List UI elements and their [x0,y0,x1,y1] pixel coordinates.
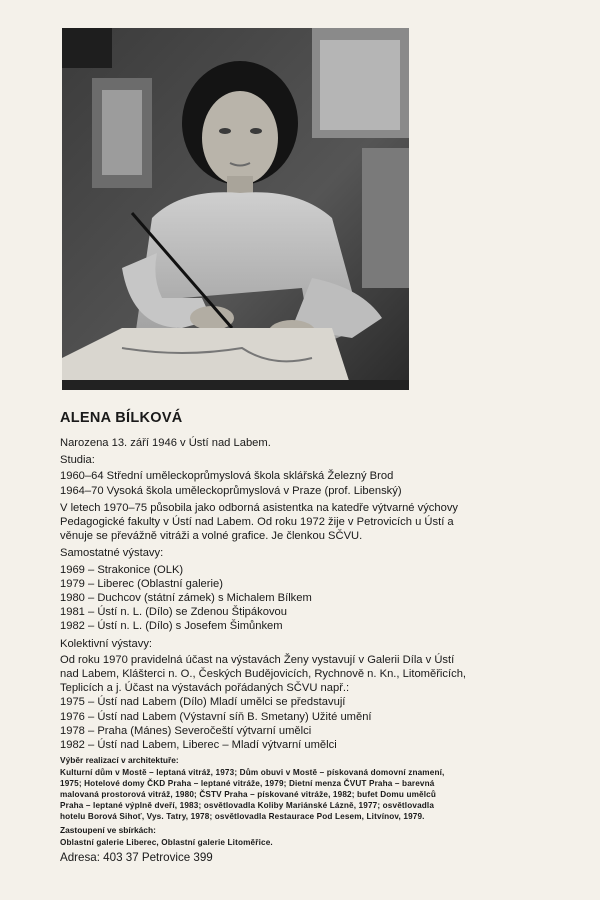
solo-exhibitions-label: Samostatné výstavy: [60,547,164,560]
solo-exhibitions-list [60,563,560,634]
group-intro-line: nad Labem, Klášterci n. O., Českých Budějovicích, Rychnově n. Kn., Litoměřicích, [60,668,467,681]
architecture-list [60,767,560,822]
architecture-line: 1975; Hotelové domy ČKD Praha – leptané vitráže, 1979; Dietní menza ČVUT Praha – barevná [60,779,435,789]
solo-exhibition-item: 1981 – Ústí n. L. (Dílo) se Zdenou Štipákovou [60,606,287,619]
studies-list [60,469,560,497]
artist-bio [60,410,560,865]
group-exhibition-item: 1982 – Ústí nad Labem, Liberec – Mladí výtvarní umělci [60,739,337,752]
studies-item: 1964–70 Vysoká škola uměleckoprůmyslová v Praze (prof. Libenský) [60,484,402,497]
solo-exhibition-item: 1982 – Ústí n. L. (Dílo) s Josefem Šimůnkem [60,620,283,633]
architecture-line: Praha – leptané výplně dveří, 1983; osvětlovadla Koliby Mariánské Lázně, 1977; osvětlovadla [60,801,435,811]
architecture-line: malovaná prostorová vitráž, 1980; ČSTV Praha – pískované vitráže, 1982; bufet Domu umělců [60,790,437,800]
group-exhibition-item: 1978 – Praha (Mánes) Severočeští výtvarní umělci [60,724,312,737]
collections-label: Zastoupení ve sbírkách: [60,825,156,836]
group-exhibition-item: 1975 – Ústí nad Labem (Dílo) Mladí umělci se představují [60,696,346,709]
studies-item: 1960–64 Střední uměleckoprůmyslová škola sklářská Železný Brod [60,470,394,483]
architecture-label: Výběr realizací v architektuře: [60,755,179,766]
bio-line: věnuje se převážně vitráži a volné grafice. Je členkou SČVU. [60,530,363,543]
solo-exhibition-item: 1979 – Liberec (Oblastní galerie) [60,577,223,590]
portrait-illustration [62,28,409,390]
collections-text: Oblastní galerie Liberec, Oblastní galerie Litoměřice. [60,838,273,848]
group-intro-line: Od roku 1970 pravidelná účast na výstavách Ženy vystavují v Galerii Díla v Ústí [60,653,455,666]
group-exhibitions-intro [60,653,560,752]
bio-line: Pedagogické fakulty v Ústí nad Labem. Od roku 1972 žije v Petrovicích u Ústí a [60,516,454,529]
artist-name: ALENA BÍLKOVÁ [60,410,183,426]
group-intro-line: Teplicích a j. Účast na výstavách pořádaných SČVU např.: [60,682,350,695]
group-exhibition-item: 1976 – Ústí nad Labem (Výstavní síň B. Smetany) Užité umění [60,710,372,723]
architecture-line: Kulturní dům v Mostě – leptaná vitráž, 1973; Dům obuvi v Mostě – pískovaná domovní znamení, [60,768,445,778]
group-exhibitions-label: Kolektivní výstavy: [60,637,153,650]
portrait-photo [62,28,409,390]
studies-label: Studia: [60,454,95,467]
address-line: Adresa: 403 37 Petrovice 399 [60,851,213,865]
bio-paragraph [60,501,560,544]
bio-line: V letech 1970–75 působila jako odborná asistentka na katedře výtvarné výchovy [60,501,459,514]
solo-exhibition-item: 1969 – Strakonice (OLK) [60,563,184,576]
architecture-line: hotelu Borová Sihoť, Vys. Tatry, 1978; osvětlovadla Restaurace Pod Lesem, Litvínov, 1979. [60,812,425,822]
solo-exhibition-item: 1980 – Duchcov (státní zámek) s Michalem Bílkem [60,592,312,605]
birth-line: Narozena 13. září 1946 v Ústí nad Labem. [60,437,271,449]
